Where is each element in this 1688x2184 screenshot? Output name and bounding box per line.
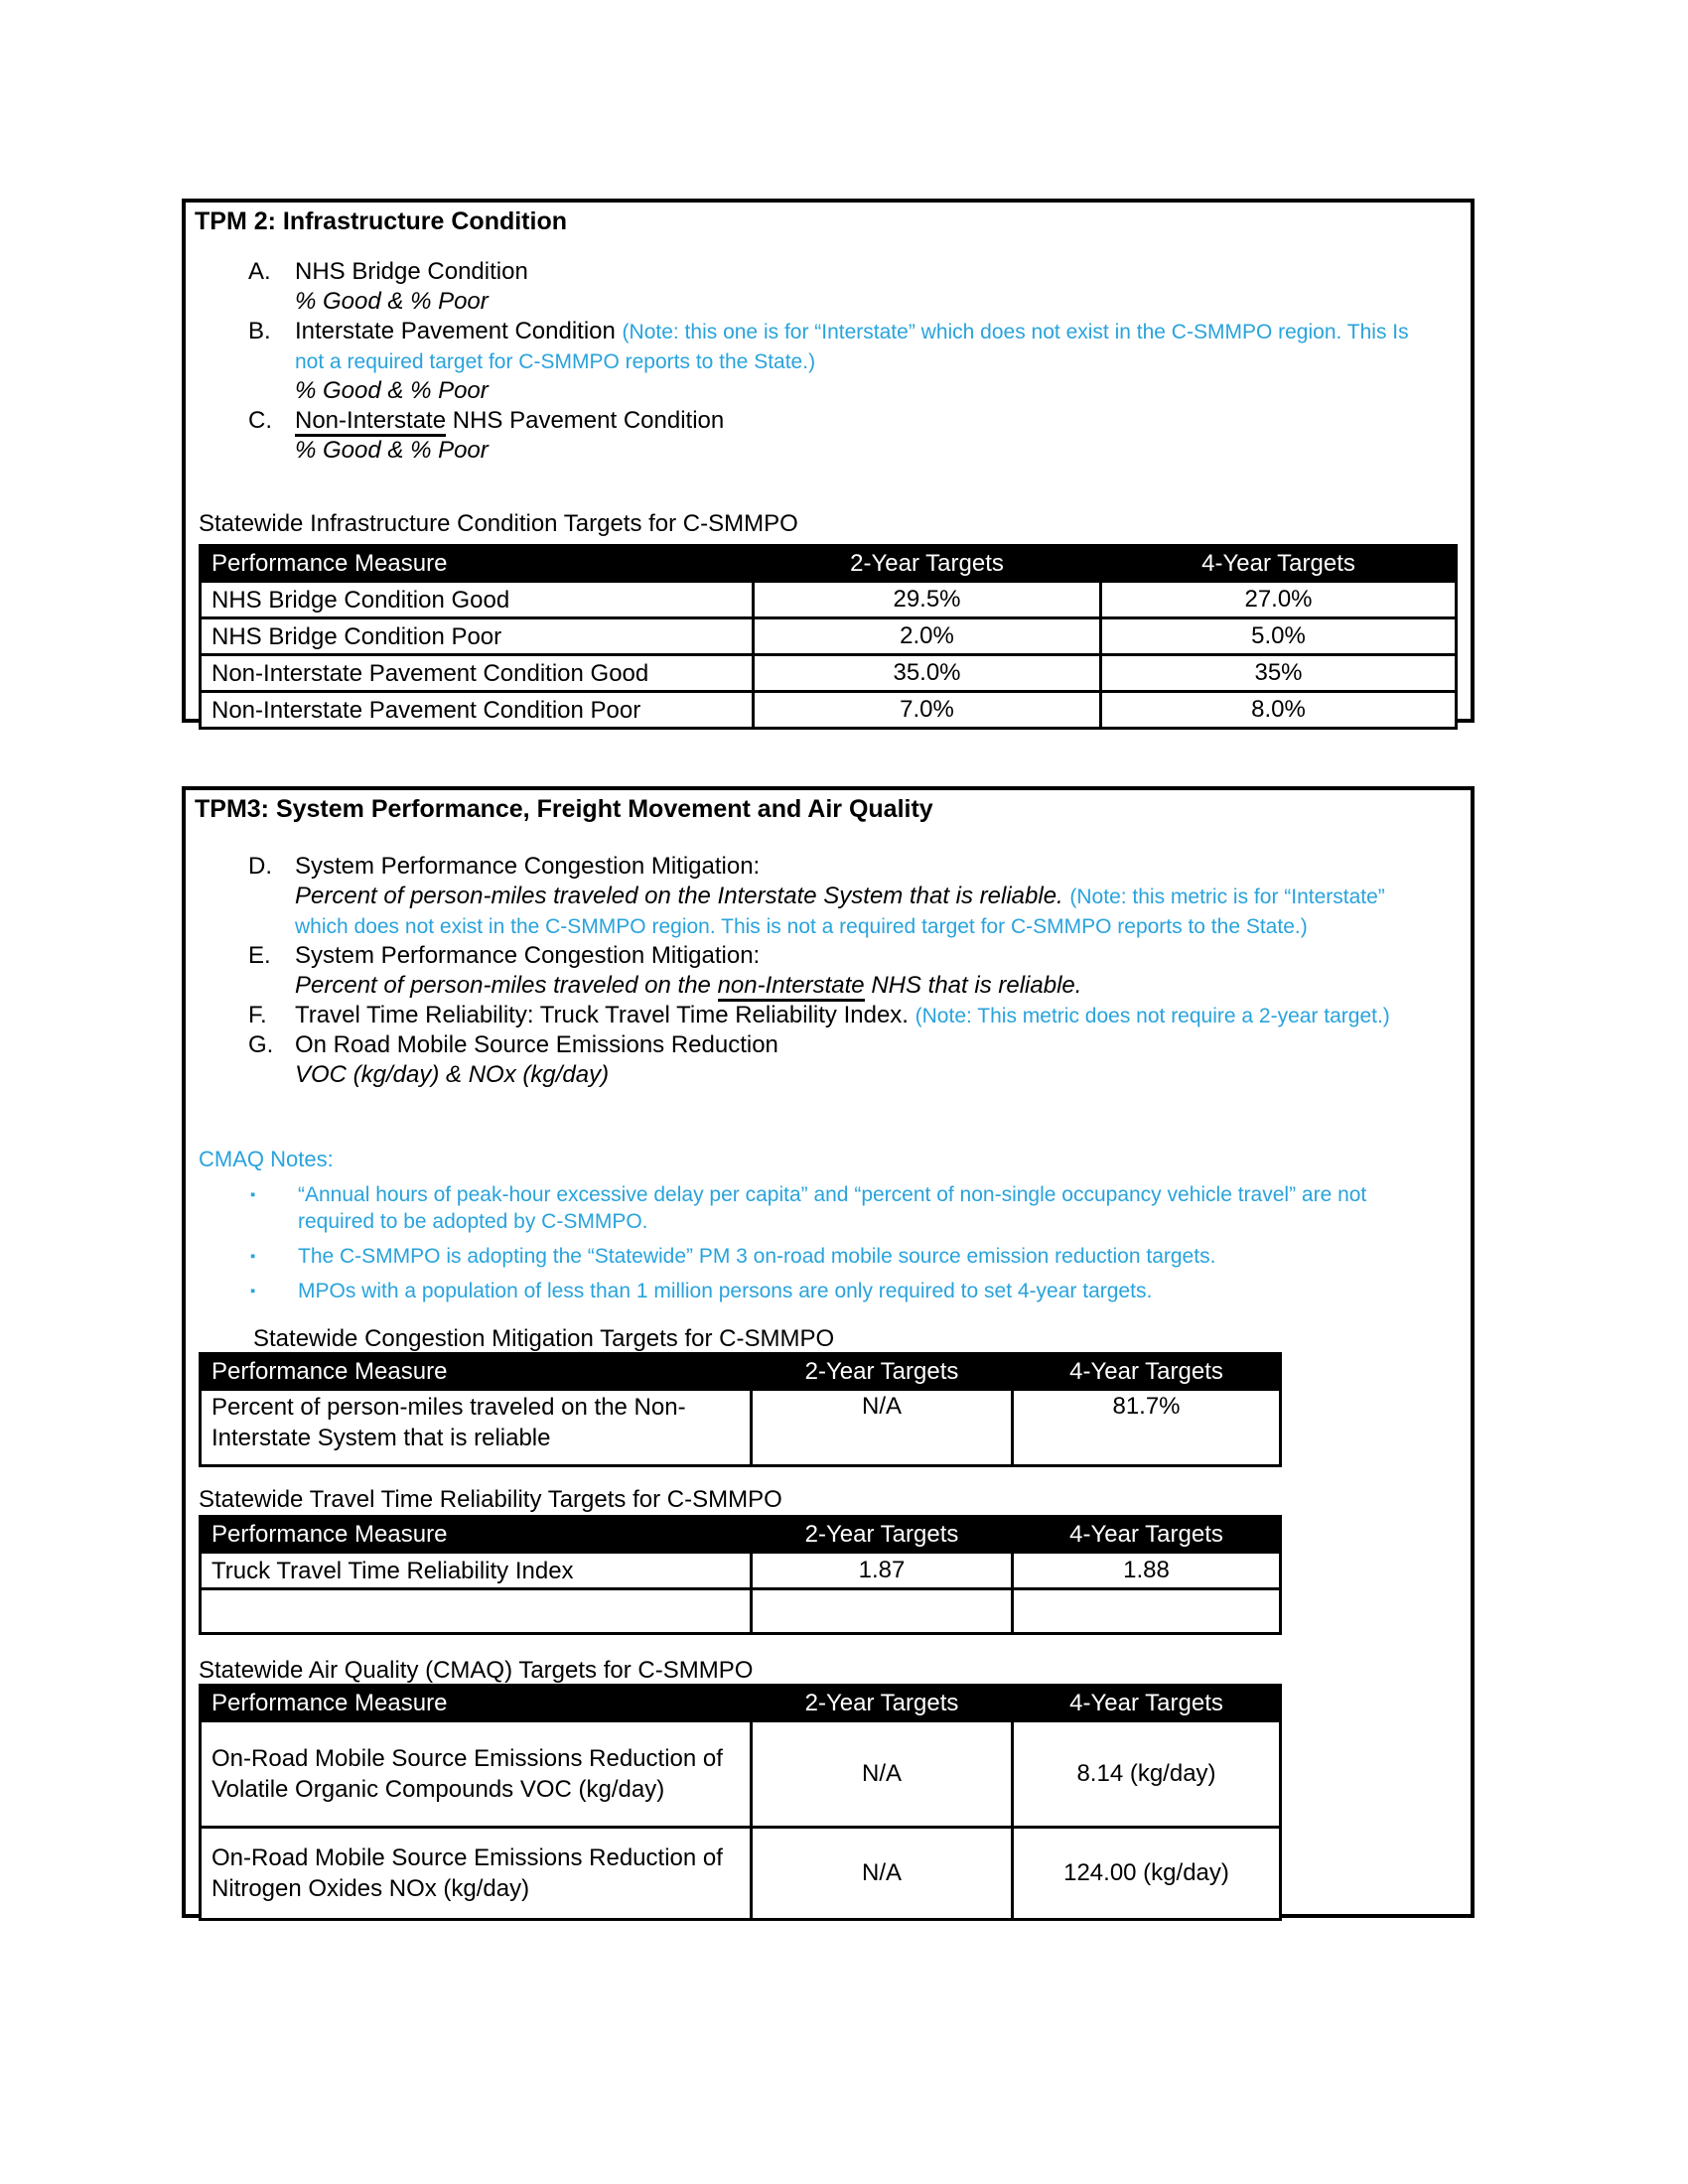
travel-time-targets-table [199, 1515, 1282, 1635]
column-header-4yr: 4-Year Targets [1013, 1354, 1281, 1390]
item-letter: E. [248, 942, 271, 969]
cmaq-bullet [248, 1181, 1420, 1235]
item-subtext-with-note [295, 882, 1435, 941]
item-text-with-note [295, 1001, 1435, 1030]
cmaq-bullet [248, 1278, 1420, 1304]
table-cell: 35% [1101, 655, 1457, 692]
underlined-text: non-Interstate [718, 972, 865, 1002]
table-cell: Percent of person-miles traveled on the Non-Interstate System that is reliable [201, 1390, 752, 1466]
bullet-square-icon: ▪ [250, 1283, 256, 1299]
item-letter: B. [248, 318, 271, 344]
item-text: Interstate Pavement Condition [295, 318, 616, 344]
table-row [201, 1390, 1281, 1466]
column-header-2yr: 2-Year Targets [752, 1354, 1013, 1390]
item-subtext: % Good & % Poor [295, 288, 489, 315]
table-row [201, 655, 1457, 692]
table-cell: 29.5% [754, 582, 1101, 618]
header-row [201, 1517, 1281, 1553]
table-cell: 81.7% [1013, 1390, 1281, 1466]
tpm2-section-title: TPM 2: Infrastructure Condition [195, 207, 567, 235]
table-row-empty [201, 1589, 1281, 1634]
column-header-2yr: 2-Year Targets [754, 546, 1101, 582]
header-row [201, 1686, 1281, 1721]
item-note: (Note: this metric is for “Interstate” which does not exist in the C-SMMPO region. This is not a required target for C-SMMPO reports to the State.) [295, 886, 1385, 938]
item-letter: G. [248, 1031, 274, 1058]
item-letter: F. [248, 1002, 267, 1028]
item-text-rest: NHS Pavement Condition [446, 407, 725, 434]
item-body [295, 1001, 1435, 1030]
item-text: System Performance Congestion Mitigation: [295, 942, 761, 969]
cmaq-notes-label: CMAQ Notes: [199, 1147, 334, 1171]
column-header-4yr: 4-Year Targets [1013, 1686, 1281, 1721]
cmaq-bullet [248, 1243, 1420, 1270]
bullet-text: “Annual hours of peak-hour excessive delay per capita” and “percent of non-single occupancy vehicle travel” are not required to be adopted by C-SMMPO. [298, 1183, 1367, 1233]
item-note: (Note: This metric does not require a 2-year target.) [914, 1005, 1390, 1027]
table-cell: Non-Interstate Pavement Condition Good [201, 655, 754, 692]
table-cell: On-Road Mobile Source Emissions Reduction of Nitrogen Oxides NOx (kg/day) [201, 1828, 752, 1920]
item-letter: C. [248, 407, 272, 434]
table-cell: Truck Travel Time Reliability Index [201, 1553, 752, 1589]
air-quality-table-title: Statewide Air Quality (CMAQ) Targets for C-SMMPO [199, 1657, 754, 1684]
item-note: (Note: this one is for “Interstate” which does not exist in the C-SMMPO region. This Is not a required target for C-SMMPO reports to the State.) [295, 321, 1409, 373]
table-cell: N/A [752, 1721, 1013, 1828]
travel-time-table-title: Statewide Travel Time Reliability Targets for C-SMMPO [199, 1486, 782, 1513]
item-body [295, 257, 1430, 317]
item-letter: A. [248, 258, 271, 285]
column-header-measure: Performance Measure [201, 1686, 752, 1721]
bullet-text: The C-SMMPO is adopting the “Statewide” PM 3 on-road mobile source emission reduction targets. [298, 1245, 1216, 1268]
table-cell: 1.88 [1013, 1553, 1281, 1589]
item-subtext: Percent of person-miles traveled on the Interstate System that is reliable. [295, 883, 1063, 909]
item-body [295, 852, 1435, 941]
congestion-table-title: Statewide Congestion Mitigation Targets for C-SMMPO [253, 1325, 835, 1352]
tpm3-section-title: TPM3: System Performance, Freight Movement and Air Quality [195, 795, 933, 823]
table-cell: 7.0% [754, 692, 1101, 729]
item-body [295, 317, 1430, 406]
item-body [295, 1030, 1435, 1090]
list-item-b [248, 317, 1430, 406]
table-row [201, 1721, 1281, 1828]
table-cell: 8.0% [1101, 692, 1457, 729]
table-cell: NHS Bridge Condition Poor [201, 618, 754, 655]
list-item-g [248, 1030, 1435, 1090]
column-header-4yr: 4-Year Targets [1013, 1517, 1281, 1553]
congestion-targets-table [199, 1352, 1282, 1467]
list-item-d [248, 852, 1435, 941]
table-cell: On-Road Mobile Source Emissions Reduction of Volatile Organic Compounds VOC (kg/day) [201, 1721, 752, 1828]
column-header-measure: Performance Measure [201, 546, 754, 582]
cmaq-notes [199, 1146, 1430, 1304]
table-cell [1013, 1589, 1281, 1634]
table-cell: 5.0% [1101, 618, 1457, 655]
table-row [201, 692, 1457, 729]
table-cell: 35.0% [754, 655, 1101, 692]
infrastructure-targets-table [199, 544, 1458, 730]
item-text: Travel Time Reliability: Truck Travel Time Reliability Index. [295, 1002, 909, 1028]
column-header-2yr: 2-Year Targets [752, 1517, 1013, 1553]
item-subtext [295, 971, 1435, 1001]
bullet-square-icon: ▪ [250, 1186, 256, 1203]
table-cell: 8.14 (kg/day) [1013, 1721, 1281, 1828]
underlined-text: Non-Interstate [295, 407, 446, 437]
table-row [201, 582, 1457, 618]
table-cell [201, 1589, 752, 1634]
table-row [201, 618, 1457, 655]
list-item-e [248, 941, 1435, 1001]
item-body [295, 406, 1430, 466]
table-cell: 1.87 [752, 1553, 1013, 1589]
item-text: System Performance Congestion Mitigation: [295, 853, 761, 880]
list-item-c [248, 406, 1430, 466]
item-subtext: % Good & % Poor [295, 437, 489, 464]
item-letter: D. [248, 853, 272, 880]
table-cell [752, 1589, 1013, 1634]
tpm2-section [182, 199, 1475, 723]
bullet-square-icon: ▪ [250, 1248, 256, 1265]
column-header-measure: Performance Measure [201, 1354, 752, 1390]
tpm2-item-list [248, 257, 1430, 466]
subtext-post: NHS that is reliable. [864, 972, 1082, 999]
air-quality-targets-table [199, 1684, 1282, 1921]
item-text: NHS Bridge Condition [295, 258, 528, 285]
table-cell: 2.0% [754, 618, 1101, 655]
header-row [201, 546, 1457, 582]
table-row [201, 1828, 1281, 1920]
table-cell: 27.0% [1101, 582, 1457, 618]
list-item-f [248, 1001, 1435, 1030]
item-text: On Road Mobile Source Emissions Reduction [295, 1031, 778, 1058]
tpm3-section [182, 786, 1475, 1918]
item-subtext: % Good & % Poor [295, 377, 489, 404]
tpm3-item-list [248, 852, 1435, 1090]
bullet-text: MPOs with a population of less than 1 million persons are only required to set 4-year targets. [298, 1280, 1153, 1302]
table-cell: NHS Bridge Condition Good [201, 582, 754, 618]
list-item-a [248, 257, 1430, 317]
infrastructure-table-title: Statewide Infrastructure Condition Targets for C-SMMPO [199, 510, 798, 537]
column-header-measure: Performance Measure [201, 1517, 752, 1553]
item-text [295, 406, 1430, 436]
column-header-2yr: 2-Year Targets [752, 1686, 1013, 1721]
table-cell: 124.00 (kg/day) [1013, 1828, 1281, 1920]
table-cell: N/A [752, 1390, 1013, 1466]
item-subtext: VOC (kg/day) & NOx (kg/day) [295, 1061, 610, 1088]
item-body [295, 941, 1435, 1001]
table-cell: Non-Interstate Pavement Condition Poor [201, 692, 754, 729]
header-row [201, 1354, 1281, 1390]
subtext-pre: Percent of person-miles traveled on the [295, 972, 718, 999]
table-cell: N/A [752, 1828, 1013, 1920]
item-text-with-note [295, 317, 1430, 376]
table-row [201, 1553, 1281, 1589]
column-header-4yr: 4-Year Targets [1101, 546, 1457, 582]
